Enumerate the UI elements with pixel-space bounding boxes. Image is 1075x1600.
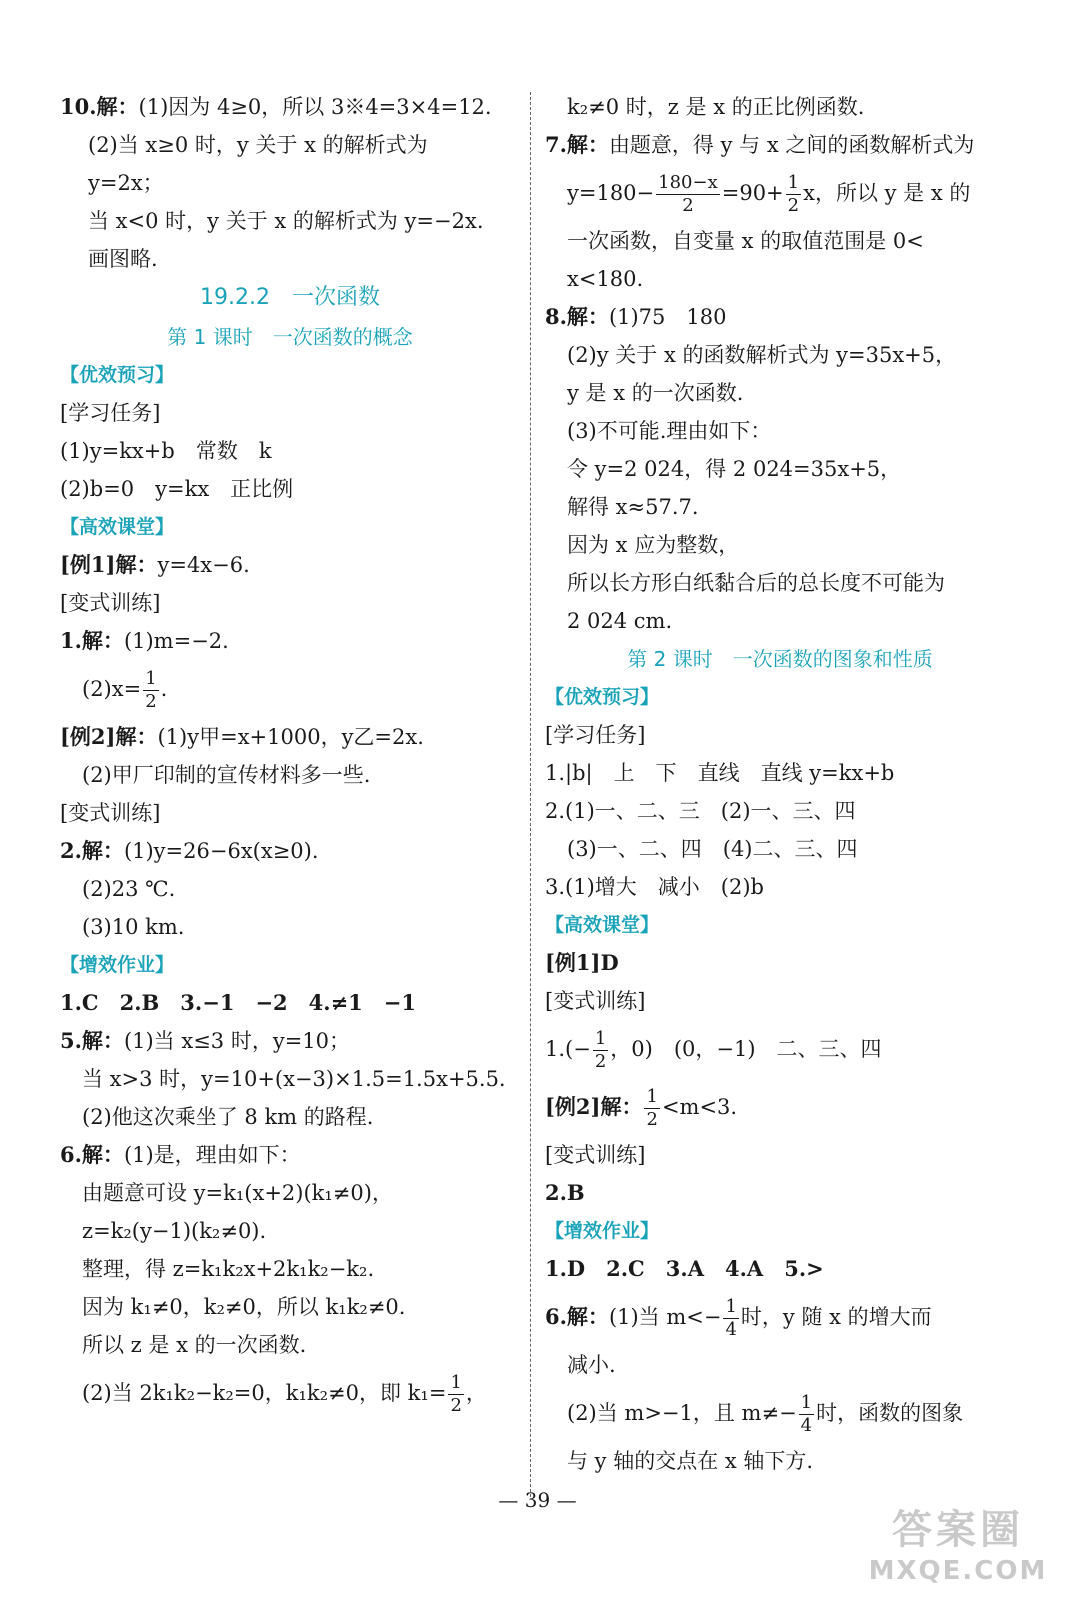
q6-line-7: (2)当 2k₁k₂−k₂=0，k₁k₂≠0，即 k₁= $\frac{1}{2}$ ， [82,1372,487,1416]
q8-line-1: 8.解：(1)75 180 [545,304,727,329]
task2-answer-2b: (3)一、二、四 (4)二、三、四 [567,837,858,861]
block-preview-heading: 【优效预习】 [60,364,175,386]
q6b-line-3: (2)当 m>−1，且 m≠− $\frac{1}{4}$ 时，函数的图象 [567,1392,964,1436]
example2-line-1: [例2]解：(1)y甲=x+1000，y乙=2x. [60,724,424,749]
variant-label-1: [变式训练] [60,591,161,615]
variant1-line-2: (2)x= $\frac{1}{2}$ . [82,668,168,712]
q6-line-4: 整理，得 z=k₁k₂x+2k₁k₂−k₂. [82,1257,375,1281]
q7-line-3: 一次函数，自变量 x 的取值范围是 0< [567,229,924,253]
task2-answer-2a: 2.(1)一、二、三 (2)一、三、四 [545,799,856,823]
fraction: $\frac{1}{2}$ [787,172,800,216]
fraction: $\frac{180-x}{2}$ [658,172,718,216]
q8-line-9: 2 024 cm. [567,609,673,633]
variant2-answer-2: 2.B [545,1180,585,1205]
q8-line-8: 所以长方形白纸黏合后的总长度不可能为 [567,571,945,595]
task2-answer-1: 1.|b| 上 下 直线 直线 y=kx+b [545,761,895,785]
variant2-line-1: 2.解：(1)y=26−6x(x≥0). [60,838,319,863]
task-label: [学习任务] [60,401,161,425]
q7-line-2: y=180− $\frac{180-x}{2}$ =90+ $\frac{1}{2}$ x，所以 y 是 x 的 [567,172,971,216]
fraction: $\frac{1}{2}$ [450,1372,462,1416]
q6-continued: k₂≠0 时，z 是 x 的正比例函数. [567,95,865,119]
task-label-2: [学习任务] [545,723,646,747]
q7-line-1: 7.解：由题意，得 y 与 x 之间的函数解析式为 [545,132,975,157]
variant-label-3: [变式训练] [545,989,646,1013]
q10-line-2: (2)当 x≥0 时，y 关于 x 的解析式为 [88,133,428,157]
q6b-line-4: 与 y 轴的交点在 x 轴下方. [567,1449,814,1473]
right-column [545,88,1015,1480]
section-title: 19.2.2 一次函数 [200,285,380,310]
q6-line-1: 6.解：(1)是，理由如下： [60,1142,301,1167]
variant2-line-3: (3)10 km. [82,915,185,939]
q5-line-3: (2)他这次乘坐了 8 km 的路程. [82,1105,374,1129]
block-class-heading-2: 【高效课堂】 [545,914,660,936]
q10-line-1: 10.解：(1)因为 4≥0，所以 3※4=3×4=12. [60,94,492,119]
task-answer-1: (1)y=kx+b 常数 k [60,439,272,463]
example2-answer-2: [例2]解： $\frac{1}{2}$ <m<3. [545,1086,738,1130]
q10-line-3: y=2x； [88,171,164,195]
q10-line-4: 当 x<0 时，y 关于 x 的解析式为 y=−2x. [88,209,484,233]
q6b-line-1: 6.解：(1)当 m<− $\frac{1}{4}$ 时，y 随 x 的增大而 [545,1296,932,1340]
lesson2-title: 第 2 课时 一次函数的图象和性质 [627,647,933,671]
block-class-heading: 【高效课堂】 [60,516,175,538]
q5-line-1: 5.解：(1)当 x≤3 时，y=10； [60,1028,351,1053]
q6b-line-2: 减小. [567,1353,616,1377]
variant1-answer-2: 1.(− $\frac{1}{2}$ ，0) (0，−1) 二、三、四 [545,1028,882,1072]
q6-line-2: 由题意可设 y=k₁(x+2)(k₁≠0)， [82,1181,393,1205]
example2-line-2: (2)甲厂印制的宣传材料多一些. [82,763,371,787]
fraction: $\frac{1}{4}$ [725,1296,737,1340]
task-answer-2: (2)b=0 y=kx 正比例 [60,477,294,501]
watermark-text-en: MXQE.COM [868,1556,1048,1586]
fraction: $\frac{1}{4}$ [800,1392,813,1436]
q6-line-3: z=k₂(y−1)(k₂≠0). [82,1219,267,1243]
watermark-logo [853,1504,1063,1594]
q5-line-2: 当 x>3 时，y=10+(x−3)×1.5=1.5x+5.5. [82,1067,506,1091]
q8-line-7: 因为 x 应为整数， [567,533,740,557]
task2-answer-3: 3.(1)增大 减小 (2)b [545,875,764,899]
variant-label-4: [变式训练] [545,1143,646,1167]
block-preview-heading-2: 【优效预习】 [545,686,660,708]
fraction: $\frac{1}{2}$ [594,1028,607,1072]
left-column [60,88,520,1422]
watermark-text-cn: 答案圈 [892,1507,1024,1553]
q8-line-5: 令 y=2 024，得 2 024=35x+5， [567,457,902,481]
column-divider [530,92,531,1497]
q8-line-2: (2)y 关于 x 的函数解析式为 y=35x+5， [567,343,957,367]
block-homework-heading-2: 【增效作业】 [545,1220,660,1242]
fraction: $\frac{1}{2}$ [646,1086,658,1130]
page-number: — 39 — [498,1488,577,1512]
q8-line-3: y 是 x 的一次函数. [567,381,744,405]
block-homework-heading: 【增效作业】 [60,954,175,976]
variant1-line-1: 1.解：(1)m=−2. [60,628,229,653]
fraction: $\frac{1}{2}$ [145,668,157,712]
variant2-line-2: (2)23 ℃. [82,877,176,901]
lesson1-title: 第 1 课时 一次函数的概念 [167,325,413,349]
q10-line-5: 画图略. [88,247,158,271]
q6-line-5: 因为 k₁≠0，k₂≠0，所以 k₁k₂≠0. [82,1295,406,1319]
example1-answer: [例1]解：y=4x−6. [60,552,250,577]
example1-answer-2: [例1]D [545,950,619,975]
q8-line-4: (3)不可能.理由如下： [567,419,772,443]
q8-line-6: 解得 x≈57.7. [567,495,699,519]
q6-line-6: 所以 z 是 x 的一次函数. [82,1333,307,1357]
q7-line-4: x<180. [567,267,644,291]
homework-answers-2: 1.D 2.C 3.A 4.A 5.> [545,1256,824,1281]
variant-label-2: [变式训练] [60,801,161,825]
homework-answers: 1.C 2.B 3.−1 −2 4.≠1 −1 [60,990,416,1015]
